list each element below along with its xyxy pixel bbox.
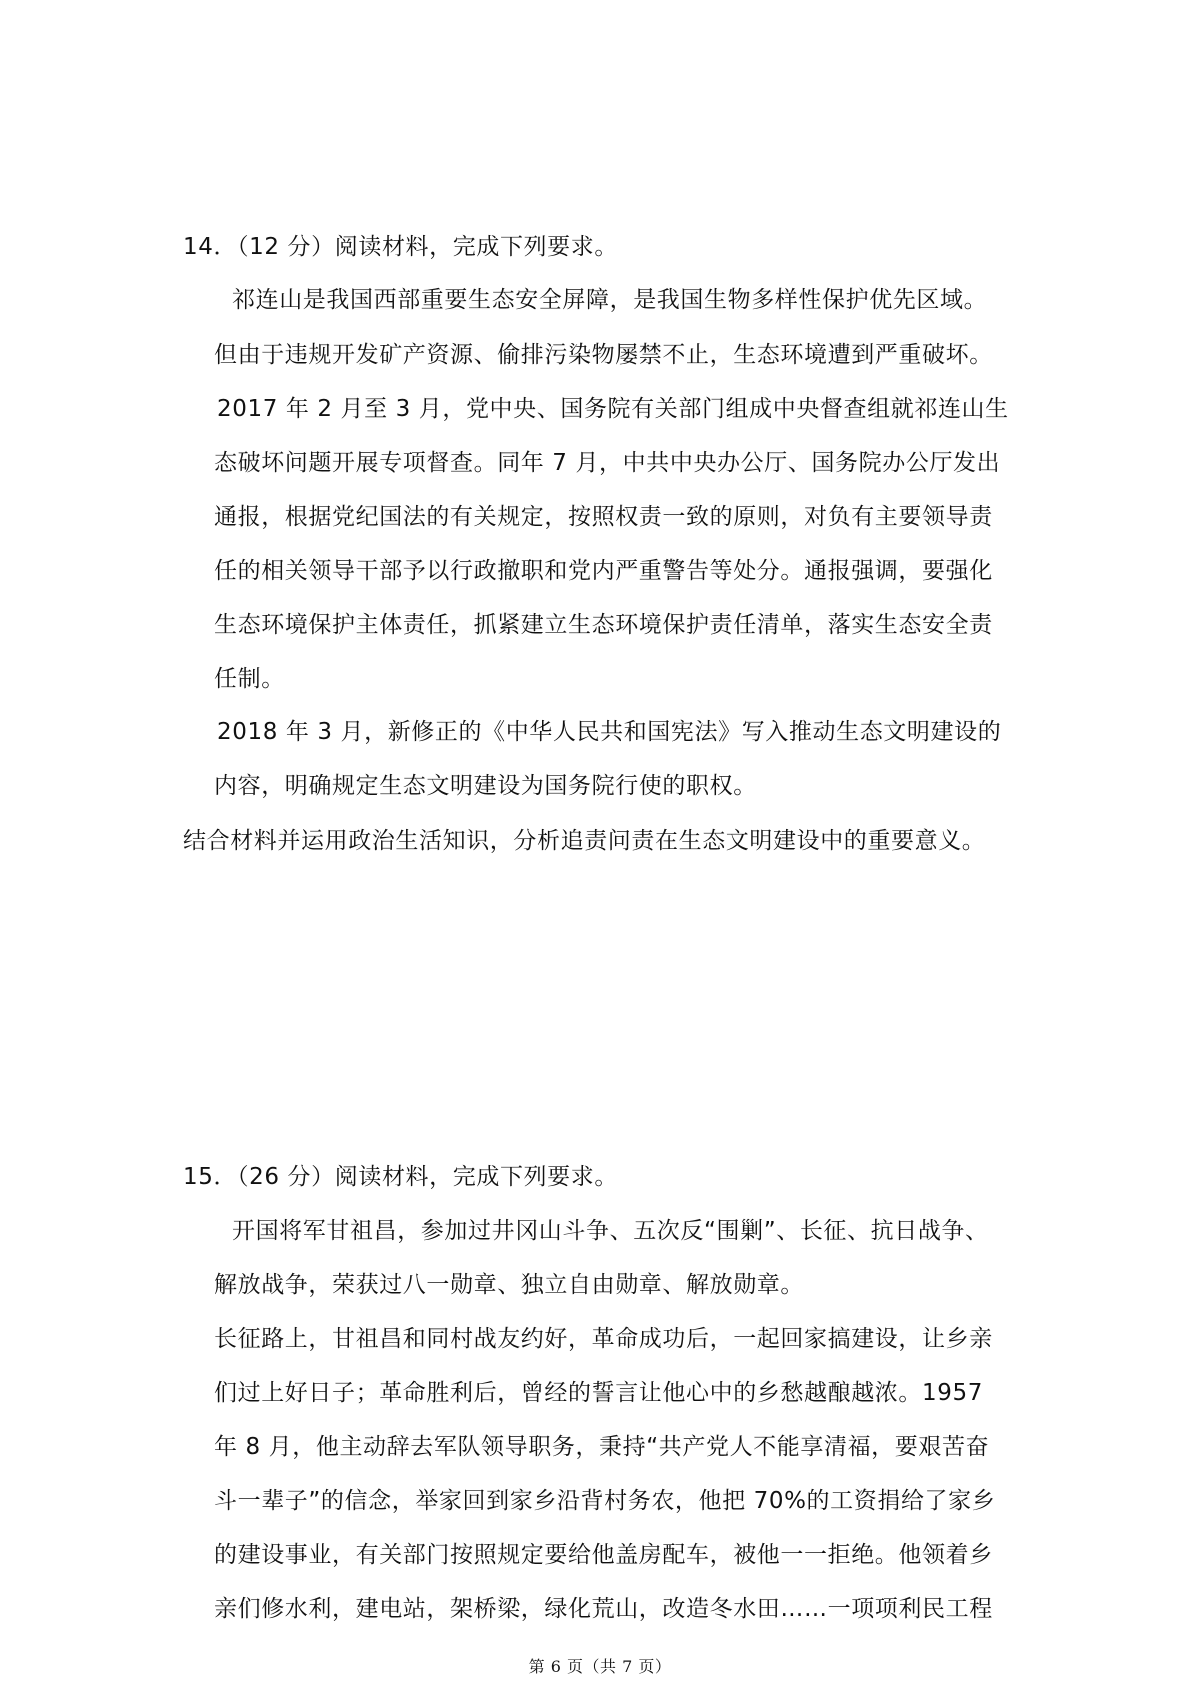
q14-paragraph-line: 2017 年 2 月至 3 月，党中央、国务院有关部门组成中央督查组就祁连山生 — [217, 396, 1009, 422]
q15-paragraph-line: 开国将军甘祖昌，参加过井冈山斗争、五次反“围剿”、长征、抗日战争、 — [232, 1218, 989, 1244]
q14-paragraph-line: 2018 年 3 月，新修正的《中华人民共和国宪法》写入推动生态文明建设的 — [217, 719, 1002, 745]
q14-paragraph-line: 任制。 — [214, 666, 285, 692]
q14-paragraph-line: 生态环境保护主体责任，抓紧建立生态环境保护责任清单，落实生态安全责 — [214, 612, 993, 638]
q14-paragraph-line: 态破坏问题开展专项督查。同年 7 月，中共中央办公厅、国务院办公厅发出 — [214, 450, 1001, 476]
q15-paragraph-line: 们过上好日子；革命胜利后，曾经的誓言让他心中的乡愁越酿越浓。1957 — [214, 1380, 983, 1406]
question-15-header: 15．（26 分）阅读材料，完成下列要求。 — [183, 1164, 618, 1190]
q15-paragraph-line: 亲们修水利，建电站，架桥梁，绿化荒山，改造冬水田……一项项利民工程 — [214, 1596, 993, 1622]
q15-paragraph-line: 的建设事业，有关部门按照规定要给他盖房配车，被他一一拒绝。他领着乡 — [214, 1542, 993, 1568]
q14-paragraph-line: 祁连山是我国西部重要生态安全屏障，是我国生物多样性保护优先区域。 — [232, 287, 988, 313]
q15-paragraph-line: 长征路上，甘祖昌和同村战友约好，革命成功后，一起回家搞建设，让乡亲 — [214, 1326, 993, 1352]
q15-paragraph-line: 解放战争，荣获过八一勋章、独立自由勋章、解放勋章。 — [214, 1272, 804, 1298]
q14-paragraph-line: 但由于违规开发矿产资源、偷排污染物屡禁不止，生态环境遭到严重破坏。 — [214, 342, 993, 368]
q14-paragraph-line: 内容，明确规定生态文明建设为国务院行使的职权。 — [214, 773, 757, 799]
q14-paragraph-line: 通报，根据党纪国法的有关规定，按照权责一致的原则，对负有主要领导责 — [214, 504, 993, 530]
q15-paragraph-line: 斗一辈子”的信念，举家回到家乡沿背村务农，他把 70%的工资捐给了家乡 — [214, 1488, 996, 1514]
q14-task: 结合材料并运用政治生活知识，分析追责问责在生态文明建设中的重要意义。 — [183, 828, 986, 854]
q14-paragraph-line: 任的相关领导干部予以行政撤职和党内严重警告等处分。通报强调，要强化 — [214, 558, 993, 584]
page-number-footer: 第 6 页（共 7 页） — [528, 1657, 672, 1676]
q15-paragraph-line: 年 8 月，他主动辞去军队领导职务，秉持“共产党人不能享清福，要艰苦奋 — [214, 1434, 990, 1460]
question-14-header: 14．（12 分）阅读材料，完成下列要求。 — [183, 234, 618, 260]
